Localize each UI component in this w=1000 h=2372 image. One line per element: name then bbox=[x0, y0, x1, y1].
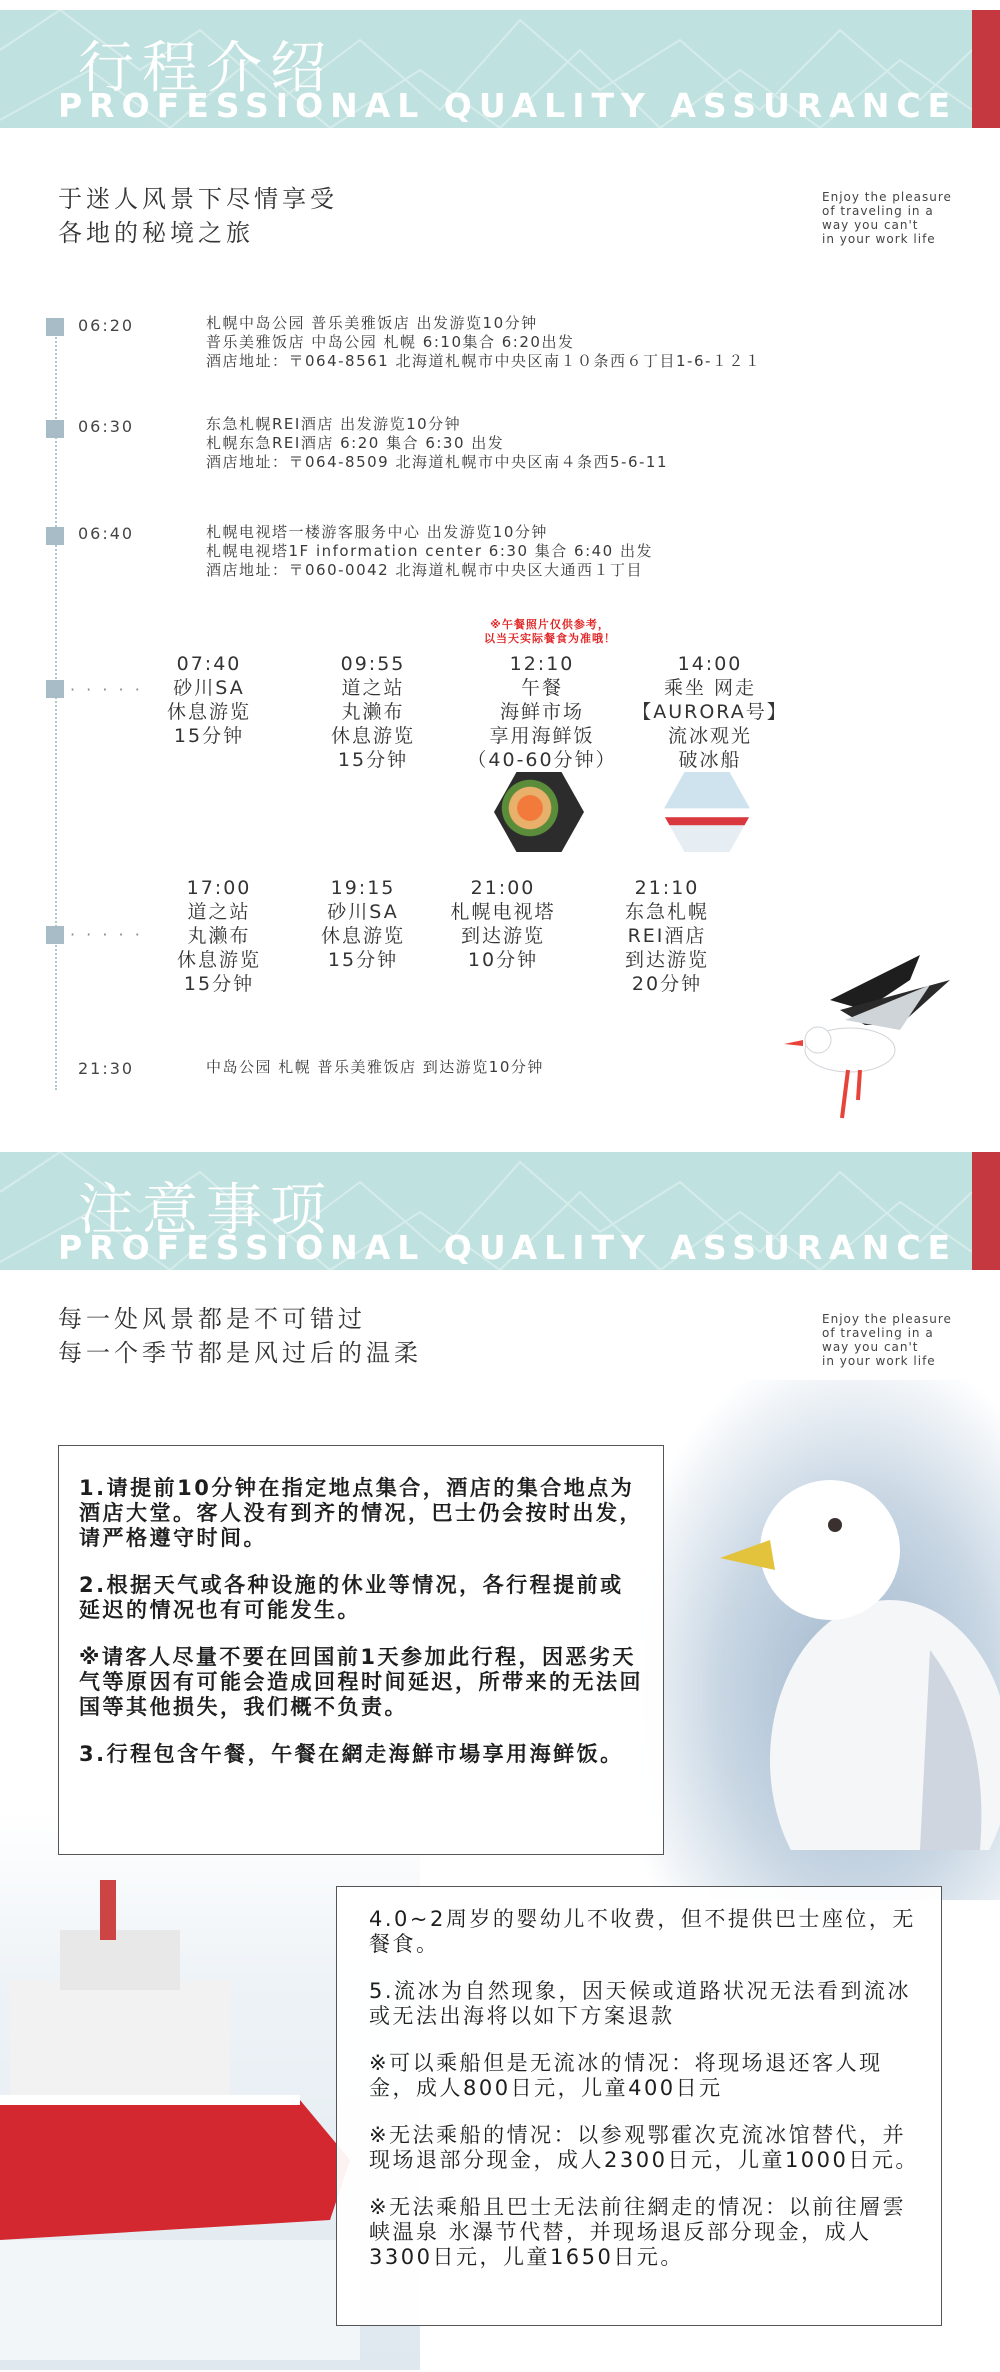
desc-line: 酒店地址：〒060-0042 北海道札幌市中央区大通西１丁目 bbox=[206, 561, 643, 579]
note-line: 以当天实际餐食为准哦！ bbox=[484, 632, 616, 645]
stop-line: 砂川SA bbox=[173, 677, 245, 699]
seagull-photo bbox=[720, 1430, 1000, 1850]
row-description bbox=[206, 314, 761, 371]
lunch-photo-note bbox=[430, 618, 670, 646]
icebreaker-ship-photo bbox=[662, 772, 752, 852]
stop-line: 休息游览 bbox=[176, 949, 261, 971]
timeline-marker bbox=[46, 318, 64, 336]
intro-line: 每一处风景都是不可错过 bbox=[58, 1305, 366, 1333]
stop-lunch bbox=[452, 652, 632, 772]
stop-line: REI酒店 bbox=[627, 925, 707, 947]
notice-item: ※无法乘船的情况：以参观鄂霍次克流冰馆替代，并现场退部分现金，成人2300日元，儿童1000日元。 bbox=[369, 2123, 919, 2172]
stop-line: 到达游览 bbox=[624, 949, 709, 971]
intro-line: 于迷人风景下尽情享受 bbox=[58, 185, 338, 213]
slogan-line: of traveling in a bbox=[822, 1326, 934, 1340]
slogan-line: in your work life bbox=[822, 232, 936, 246]
stop-line: 21:10 bbox=[634, 877, 700, 899]
stop-line: 【AURORA号】 bbox=[632, 701, 788, 723]
intro-text bbox=[58, 182, 338, 250]
section-subtitle: PROFESSIONAL QUALITY ASSURANCE bbox=[58, 86, 958, 125]
stop-line: 丸濑布 bbox=[341, 701, 405, 723]
stop-tv-tower bbox=[418, 876, 588, 972]
stop-line: 砂川SA bbox=[327, 901, 399, 923]
timeline-dots: · · · · · bbox=[70, 925, 143, 944]
stop-line: 15分钟 bbox=[183, 973, 255, 995]
row-description bbox=[206, 523, 653, 580]
stop-line: 14:00 bbox=[677, 653, 743, 675]
timeline-marker bbox=[46, 680, 64, 698]
row-time: 06:40 bbox=[78, 524, 135, 543]
stop-line: 海鲜市场 bbox=[499, 701, 584, 723]
stop-line: 乘坐 网走 bbox=[663, 677, 757, 699]
notice-item: 5.流冰为自然现象，因天候或道路状况无法看到流冰或无法出海将以如下方案退款 bbox=[369, 1979, 912, 2028]
stop-line: 到达游览 bbox=[460, 925, 545, 947]
row-description bbox=[206, 415, 668, 472]
row-time: 06:30 bbox=[78, 417, 135, 436]
stop-line: 休息游览 bbox=[320, 925, 405, 947]
stop-line: 休息游览 bbox=[330, 725, 415, 747]
stop-line: 道之站 bbox=[341, 677, 405, 699]
seagull-illustration bbox=[770, 940, 970, 1140]
slogan-line: Enjoy the pleasure bbox=[822, 1312, 952, 1326]
stop-line: 09:55 bbox=[340, 653, 406, 675]
notice-item: ※无法乘船且巴士无法前往網走的情况：以前往層雲峡温泉 氷瀑节代替，并现场退反部分现金，成人3300日元，儿童1650日元。 bbox=[369, 2195, 907, 2269]
slogan-line: way you can't bbox=[822, 1340, 919, 1354]
desc-line: 东急札幌REI酒店 出发游览10分钟 bbox=[206, 415, 462, 433]
notices-banner bbox=[0, 1152, 1000, 1270]
stop-line: 17:00 bbox=[186, 877, 252, 899]
stop-line: 道之站 bbox=[187, 901, 251, 923]
timeline-dots: · · · · · bbox=[70, 680, 143, 699]
stop-line: 东急札幌 bbox=[624, 901, 709, 923]
stop-line: 12:10 bbox=[509, 653, 575, 675]
stop-aurora-icebreaker bbox=[620, 652, 800, 772]
slogan-line: way you can't bbox=[822, 218, 919, 232]
itinerary-banner bbox=[0, 10, 1000, 128]
stop-line: 15分钟 bbox=[173, 725, 245, 747]
note-line: ※午餐照片仅供参考， bbox=[490, 618, 610, 631]
stop-line: 15分钟 bbox=[327, 949, 399, 971]
stop-line: 破冰船 bbox=[678, 749, 742, 771]
notice-item: 3.行程包含午餐，午餐在網走海鮮市場享用海鲜饭。 bbox=[79, 1742, 624, 1766]
stop-line: 20分钟 bbox=[631, 973, 703, 995]
slogan bbox=[822, 190, 952, 246]
stop-line: 19:15 bbox=[330, 877, 396, 899]
stop-line: 10分钟 bbox=[467, 949, 539, 971]
stop-tokyu-rei-hotel bbox=[582, 876, 752, 996]
row-time: 21:30 bbox=[78, 1059, 135, 1078]
row-description: 中岛公园 札幌 普乐美雅饭店 到达游览10分钟 bbox=[206, 1058, 544, 1076]
icebreaker-ship-photo bbox=[0, 1860, 360, 2360]
notice-item: ※可以乘船但是无流冰的情况：将现场退还客人现金，成人800日元，儿童400日元 bbox=[369, 2051, 883, 2100]
intro-line: 每一个季节都是风过后的温柔 bbox=[58, 1339, 422, 1367]
desc-line: 札幌电视塔1F information center 6:30 集合 6:40 出发 bbox=[206, 542, 653, 560]
notice-item: 4.0~2周岁的婴幼儿不收费，但不提供巴士座位，无餐食。 bbox=[369, 1907, 916, 1956]
slogan-line: Enjoy the pleasure bbox=[822, 190, 952, 204]
desc-line: 札幌东急REI酒店 6:20 集合 6:30 出发 bbox=[206, 434, 505, 452]
slogan bbox=[822, 1312, 952, 1368]
desc-line: 札幌中岛公园 普乐美雅饭店 出发游览10分钟 bbox=[206, 314, 538, 332]
stop-line: 午餐 bbox=[520, 677, 563, 699]
notices-box-2 bbox=[336, 1886, 942, 2326]
stop-line: 休息游览 bbox=[166, 701, 251, 723]
desc-line: 札幌电视塔一楼游客服务中心 出发游览10分钟 bbox=[206, 523, 548, 541]
desc-line: 酒店地址：〒064-8561 北海道札幌市中央区南１０条西６丁目1-6-１２１ bbox=[206, 352, 762, 370]
accent-bar bbox=[972, 1152, 1000, 1270]
slogan-line: in your work life bbox=[822, 1354, 936, 1368]
stop-line: 21:00 bbox=[470, 877, 536, 899]
stop-line: 丸濑布 bbox=[187, 925, 251, 947]
notice-item: 1.请提前10分钟在指定地点集合，酒店的集合地点为酒店大堂。客人没有到齐的情况，巴士仍会按时出发，请严格遵守时间。 bbox=[79, 1476, 643, 1550]
stop-line: 札幌电视塔 bbox=[450, 901, 556, 923]
notice-item: ※请客人尽量不要在回国前1天参加此行程，因恶劣天气等原因有可能会造成回程时间延迟，所带来的无法回国等其他损失，我们概不负责。 bbox=[79, 1645, 643, 1719]
timeline-marker bbox=[46, 926, 64, 944]
timeline-marker bbox=[46, 527, 64, 545]
notice-item: 2.根据天气或各种设施的休业等情况，各行程提前或延迟的情况也有可能发生。 bbox=[79, 1573, 624, 1622]
intro-line: 各地的秘境之旅 bbox=[58, 219, 254, 247]
section-title: 行程介绍 bbox=[78, 36, 334, 101]
stop-line: 流冰观光 bbox=[667, 725, 752, 747]
stop-sunagawa bbox=[124, 652, 294, 748]
row-time: 06:20 bbox=[78, 316, 135, 335]
section-title: 注意事项 bbox=[78, 1178, 334, 1243]
notices-box-1 bbox=[58, 1445, 664, 1855]
stop-line: 享用海鲜饭 bbox=[489, 725, 595, 747]
stop-michinoeki bbox=[288, 652, 458, 772]
slogan-line: of traveling in a bbox=[822, 204, 934, 218]
intro-text bbox=[58, 1302, 422, 1370]
desc-line: 普乐美雅饭店 中岛公园 札幌 6:10集合 6:20出发 bbox=[206, 333, 575, 351]
section-subtitle: PROFESSIONAL QUALITY ASSURANCE bbox=[58, 1228, 958, 1267]
desc-line: 酒店地址：〒064-8509 北海道札幌市中央区南４条西5-6-11 bbox=[206, 453, 668, 471]
stop-line: 07:40 bbox=[176, 653, 242, 675]
seafood-bowl-photo bbox=[494, 772, 584, 852]
timeline-marker bbox=[46, 420, 64, 438]
stop-line: （40-60分钟） bbox=[467, 749, 617, 771]
accent-bar bbox=[972, 10, 1000, 128]
stop-line: 15分钟 bbox=[337, 749, 409, 771]
